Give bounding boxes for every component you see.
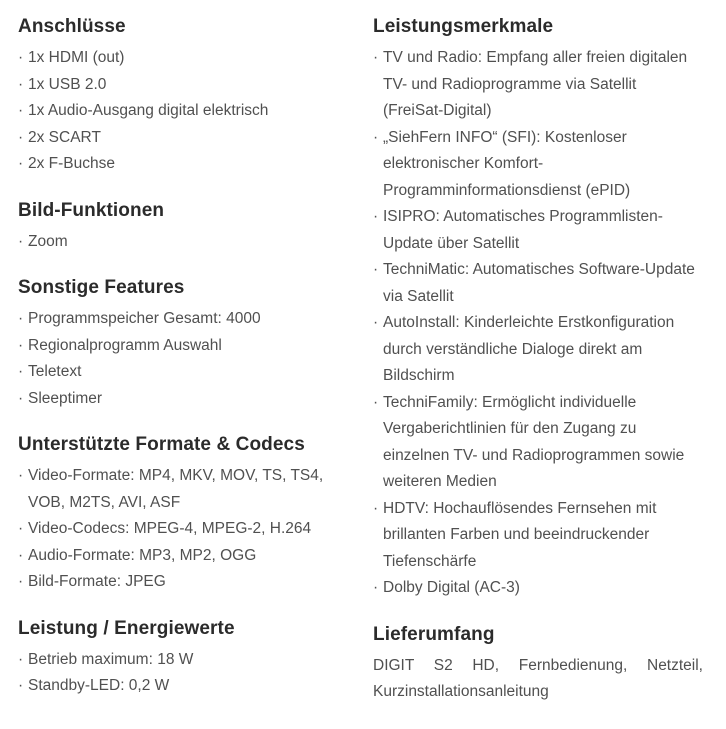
section-title: Bild-Funktionen [18, 199, 165, 221]
list-item: · TechniFamily: Ermöglicht individuelle Vergaberichtlinien für den Zugang zu einzelnen TV- und Radioprogrammen sowie weiteren Medien [373, 390, 703, 496]
list-item: · 1x HDMI (out) [18, 45, 358, 72]
list-item: · Audio-Formate: MP3, MP2, OGG [18, 543, 358, 570]
list-item: · 2x F-Buchse [18, 151, 358, 178]
item-list [18, 306, 358, 412]
list-item: · Betrieb maximum: 18 W [18, 647, 358, 674]
section-bild-funktionen [18, 198, 358, 256]
list-item: · Standby-LED: 0,2 W [18, 673, 358, 700]
item-list [18, 647, 358, 700]
item-list [373, 45, 703, 602]
section-title: Unterstützte Formate & Codecs [18, 434, 305, 455]
list-item: · Dolby Digital (AC-3) [373, 575, 703, 602]
section-title: Lieferumfang [373, 623, 495, 645]
item-list [18, 229, 358, 256]
list-item: · Video-Formate: MP4, MKV, MOV, TS, TS4, VOB, M2TS, AVI, ASF [18, 463, 358, 516]
left-column [18, 14, 358, 720]
list-item: · HDTV: Hochauflösendes Fernsehen mit brillanten Farben und beeindruckender Tiefenschärfe [373, 496, 703, 576]
section-title: Leistung / Energiewerte [18, 617, 235, 639]
list-item: · ISIPRO: Automatisches Programmlisten-Update über Satellit [373, 204, 703, 257]
list-item: · 1x Audio-Ausgang digital elektrisch [18, 98, 358, 125]
section-title: Anschlüsse [18, 16, 126, 37]
list-item: · „SiehFern INFO“ (SFI): Kostenloser elektronischer Komfort-Programminformationsdienst (ePID) [373, 125, 703, 205]
section-leistung-energiewerte [18, 616, 358, 700]
right-column [373, 14, 703, 726]
section-sonstige-features [18, 275, 358, 412]
section-anschluesse [18, 14, 358, 178]
list-item: · 2x SCART [18, 125, 358, 152]
list-item: · Teletext [18, 359, 358, 386]
list-item: · Programmspeicher Gesamt: 4000 [18, 306, 358, 333]
delivery-contents: DIGIT S2 HD, Fernbedienung, Netzteil, Kurzinstallationsanleitung [373, 656, 703, 700]
list-item: · TV und Radio: Empfang aller freien digitalen TV- und Radioprogramme via Satellit (FreiSat-Digital) [373, 45, 703, 125]
list-item: · Video-Codecs: MPEG-4, MPEG-2, H.264 [18, 516, 358, 543]
item-list [18, 463, 358, 596]
list-item: · Zoom [18, 229, 358, 256]
list-item: · TechniMatic: Automatisches Software-Update via Satellit [373, 257, 703, 310]
list-item: · 1x USB 2.0 [18, 72, 358, 99]
section-title: Sonstige Features [18, 277, 185, 298]
section-title: Leistungsmerkmale [373, 16, 554, 37]
item-list [18, 45, 358, 178]
list-item: · Bild-Formate: JPEG [18, 569, 358, 596]
section-leistungsmerkmale [373, 14, 703, 602]
list-item: · Regionalprogramm Auswahl [18, 333, 358, 360]
list-item: · Sleeptimer [18, 386, 358, 413]
section-lieferumfang [373, 622, 703, 706]
section-formate-codecs [18, 432, 358, 596]
list-item: · AutoInstall: Kinderleichte Erstkonfiguration durch verständliche Dialoge direkt am Bildschirm [373, 310, 703, 390]
